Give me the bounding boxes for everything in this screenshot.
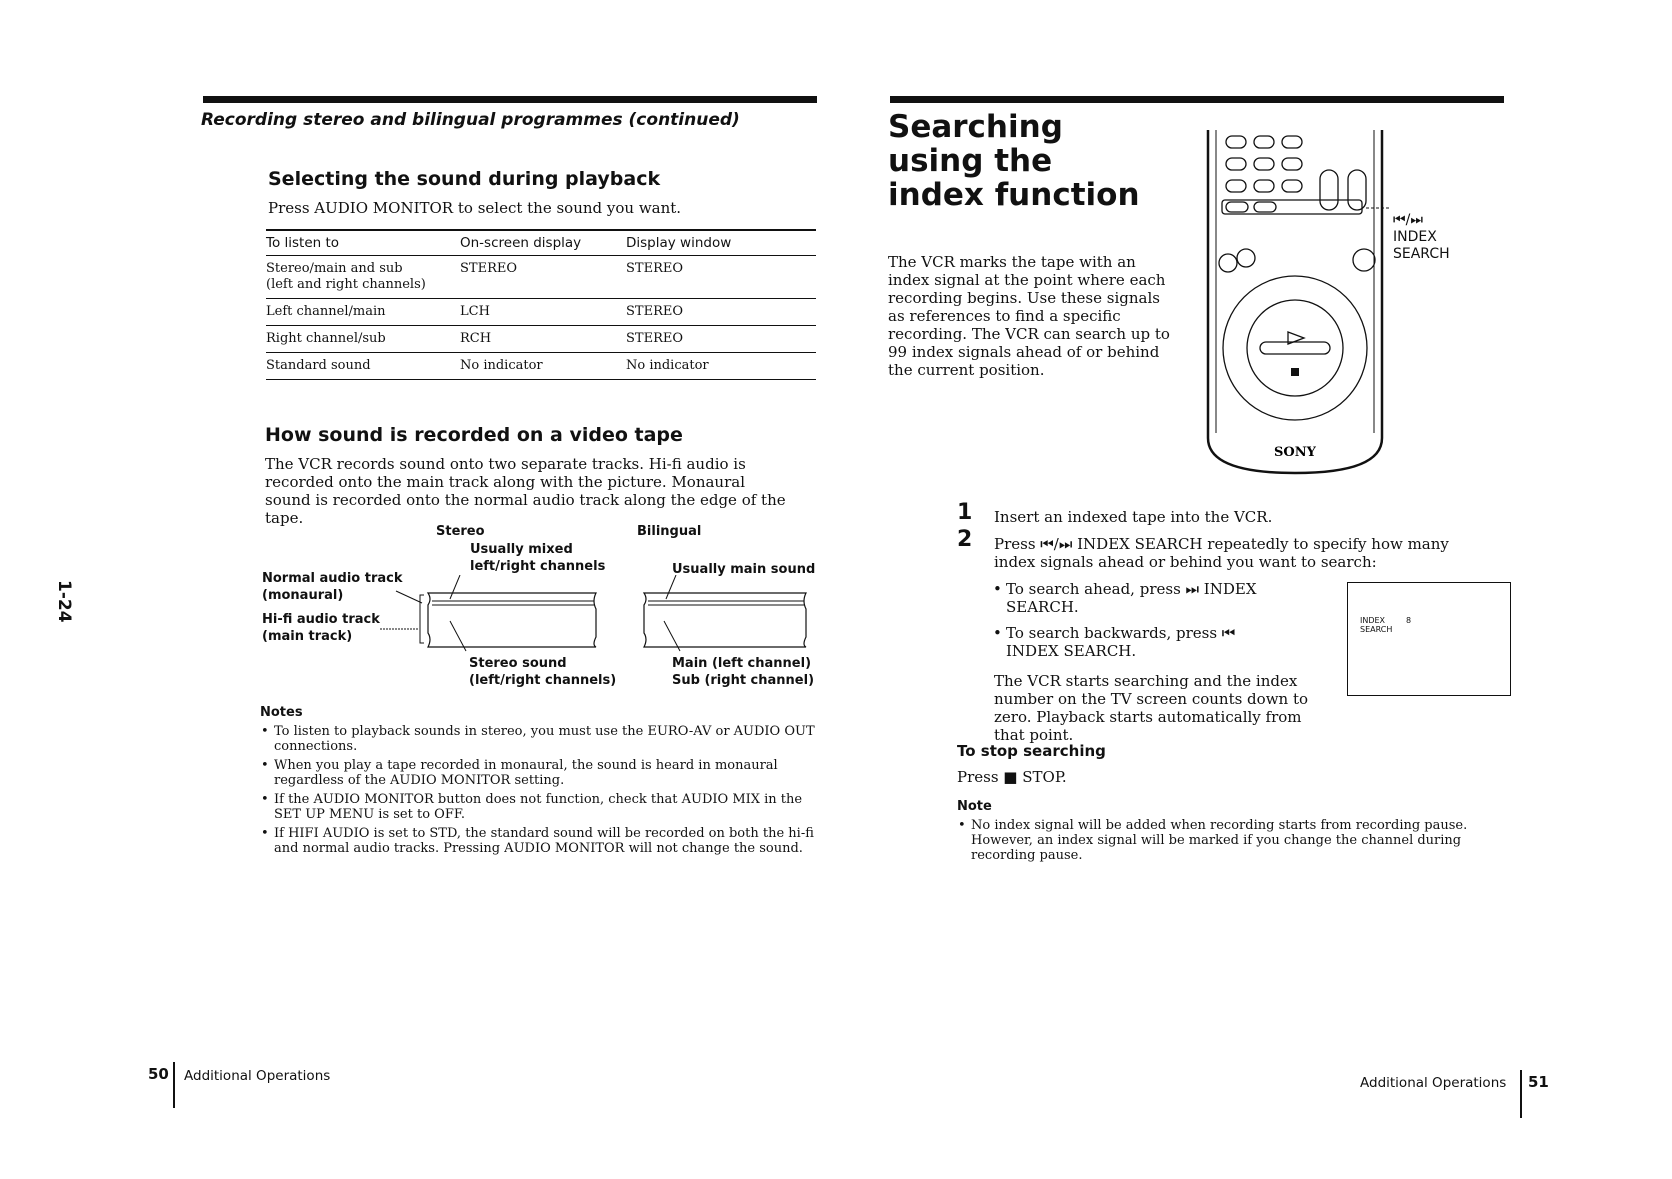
step-text: Insert an indexed tape into the VCR.: [994, 508, 1273, 526]
table-cell: LCH: [460, 299, 626, 326]
left-footer-section: Additional Operations: [184, 1068, 331, 1084]
how-recorded-body: The VCR records sound onto two separate tracks. Hi-fi audio is recorded onto the main track along with the picture. Monaural sound is recorded onto the normal audio track along the edge of the tape.: [265, 455, 786, 527]
table-cell: RCH: [460, 326, 626, 353]
left-section-heading: Recording stereo and bilingual programmes (continued): [201, 110, 740, 130]
selecting-title: Selecting the sound during playback: [268, 168, 661, 190]
table-cell: No indicator: [626, 353, 816, 380]
table-cell: Standard sound: [266, 353, 460, 380]
note-title: Note: [957, 799, 992, 814]
diagram-main-sub: Main (left channel) Sub (right channel): [672, 656, 815, 688]
table-header: Display window: [626, 230, 816, 256]
table-row: [266, 326, 816, 353]
remote-brand: SONY: [1274, 445, 1316, 460]
step-text: Press ⏮/⏭ INDEX SEARCH repeatedly to specify how many index signals ahead or behind you want to search:: [994, 535, 1449, 571]
diagram-normal-track: Normal audio track (monaural): [262, 571, 403, 603]
table-header: To listen to: [266, 230, 460, 256]
diagram-stereo-sound: Stereo sound (left/right channels): [469, 656, 617, 688]
tape-diagram: [380, 575, 830, 655]
table-cell: No indicator: [460, 353, 626, 380]
left-footer-divider: [173, 1062, 175, 1108]
diagram-bilingual-label: Bilingual: [637, 524, 702, 539]
sound-table: [266, 229, 816, 380]
notes-list: [260, 724, 819, 860]
side-marker: 1-24: [54, 580, 74, 623]
list-item: • If HIFI AUDIO is set to STD, the standard sound will be recorded on both the hi-fi and normal audio tracks. Pressing AUDIO MONITOR will not change the sound.: [274, 826, 819, 856]
table-cell: Stereo/main and sub (left and right channels): [266, 256, 460, 299]
table-cell: Right channel/sub: [266, 326, 460, 353]
right-page-number: 51: [1528, 1073, 1549, 1091]
remote-control-illustration: [1200, 128, 1390, 478]
step-bullets: [1006, 580, 1276, 660]
index-intro: The VCR marks the tape with an index signal at the point where each recording begins. Use these signals as references to find a specific recording. The VCR can search up to 99 index signals ahead of or behind the current position.: [888, 253, 1170, 379]
list-item: • To listen to playback sounds in stereo, you must use the EURO-AV or AUDIO OUT connections.: [274, 724, 819, 754]
stop-title: To stop searching: [957, 742, 1106, 760]
diagram-hifi-track: Hi-fi audio track (main track): [262, 612, 380, 644]
stop-text: Press ■ STOP.: [957, 768, 1067, 786]
step-number: 2: [957, 527, 973, 552]
diagram-usually-main: Usually main sound: [672, 562, 816, 577]
table-row: [266, 353, 816, 380]
left-top-rule: [203, 96, 817, 103]
index-search-button-label: ⏮/⏭ INDEX SEARCH: [1393, 212, 1450, 262]
step-number: 1: [957, 500, 973, 525]
table-cell: Left channel/main: [266, 299, 460, 326]
table-cell: STEREO: [460, 256, 626, 299]
table-header-row: [266, 230, 816, 256]
selecting-intro: Press AUDIO MONITOR to select the sound you want.: [268, 199, 682, 217]
list-item: • If the AUDIO MONITOR button does not function, check that AUDIO MIX in the SET UP MENU is set to OFF.: [274, 792, 819, 822]
diagram-usually-mixed: Usually mixed left/right channels: [470, 542, 606, 574]
note-list: [957, 818, 1491, 867]
table-header: On-screen display: [460, 230, 626, 256]
left-page-number: 50: [148, 1065, 169, 1083]
tv-screen: [1347, 582, 1511, 696]
table-row: [266, 256, 816, 299]
right-top-rule: [890, 96, 1504, 103]
table-cell: STEREO: [626, 256, 816, 299]
notes-title: Notes: [260, 705, 303, 720]
list-item: • When you play a tape recorded in monaural, the sound is heard in monaural regardless of the AUDIO MONITOR setting.: [274, 758, 819, 788]
tv-screen-label: INDEX SEARCH: [1360, 616, 1393, 634]
list-item: • To search backwards, press ⏮ INDEX SEARCH.: [1006, 624, 1276, 660]
page-title: Searching using the index function: [888, 109, 1140, 213]
table-cell: STEREO: [626, 326, 816, 353]
list-item: • To search ahead, press ⏭ INDEX SEARCH.: [1006, 580, 1276, 616]
tv-screen-value: 8: [1406, 616, 1412, 625]
diagram-stereo-label: Stereo: [436, 524, 485, 539]
list-item: • No index signal will be added when recording starts from recording pause. However, an index signal will be marked if you change the channel during recording pause.: [971, 818, 1491, 863]
right-footer-section: Additional Operations: [1360, 1075, 1507, 1091]
step-after-text: The VCR starts searching and the index number on the TV screen counts down to zero. Playback starts automatically from that point.: [994, 672, 1309, 744]
table-cell: STEREO: [626, 299, 816, 326]
how-recorded-title: How sound is recorded on a video tape: [265, 424, 683, 446]
right-footer-divider: [1520, 1070, 1522, 1118]
table-row: [266, 299, 816, 326]
